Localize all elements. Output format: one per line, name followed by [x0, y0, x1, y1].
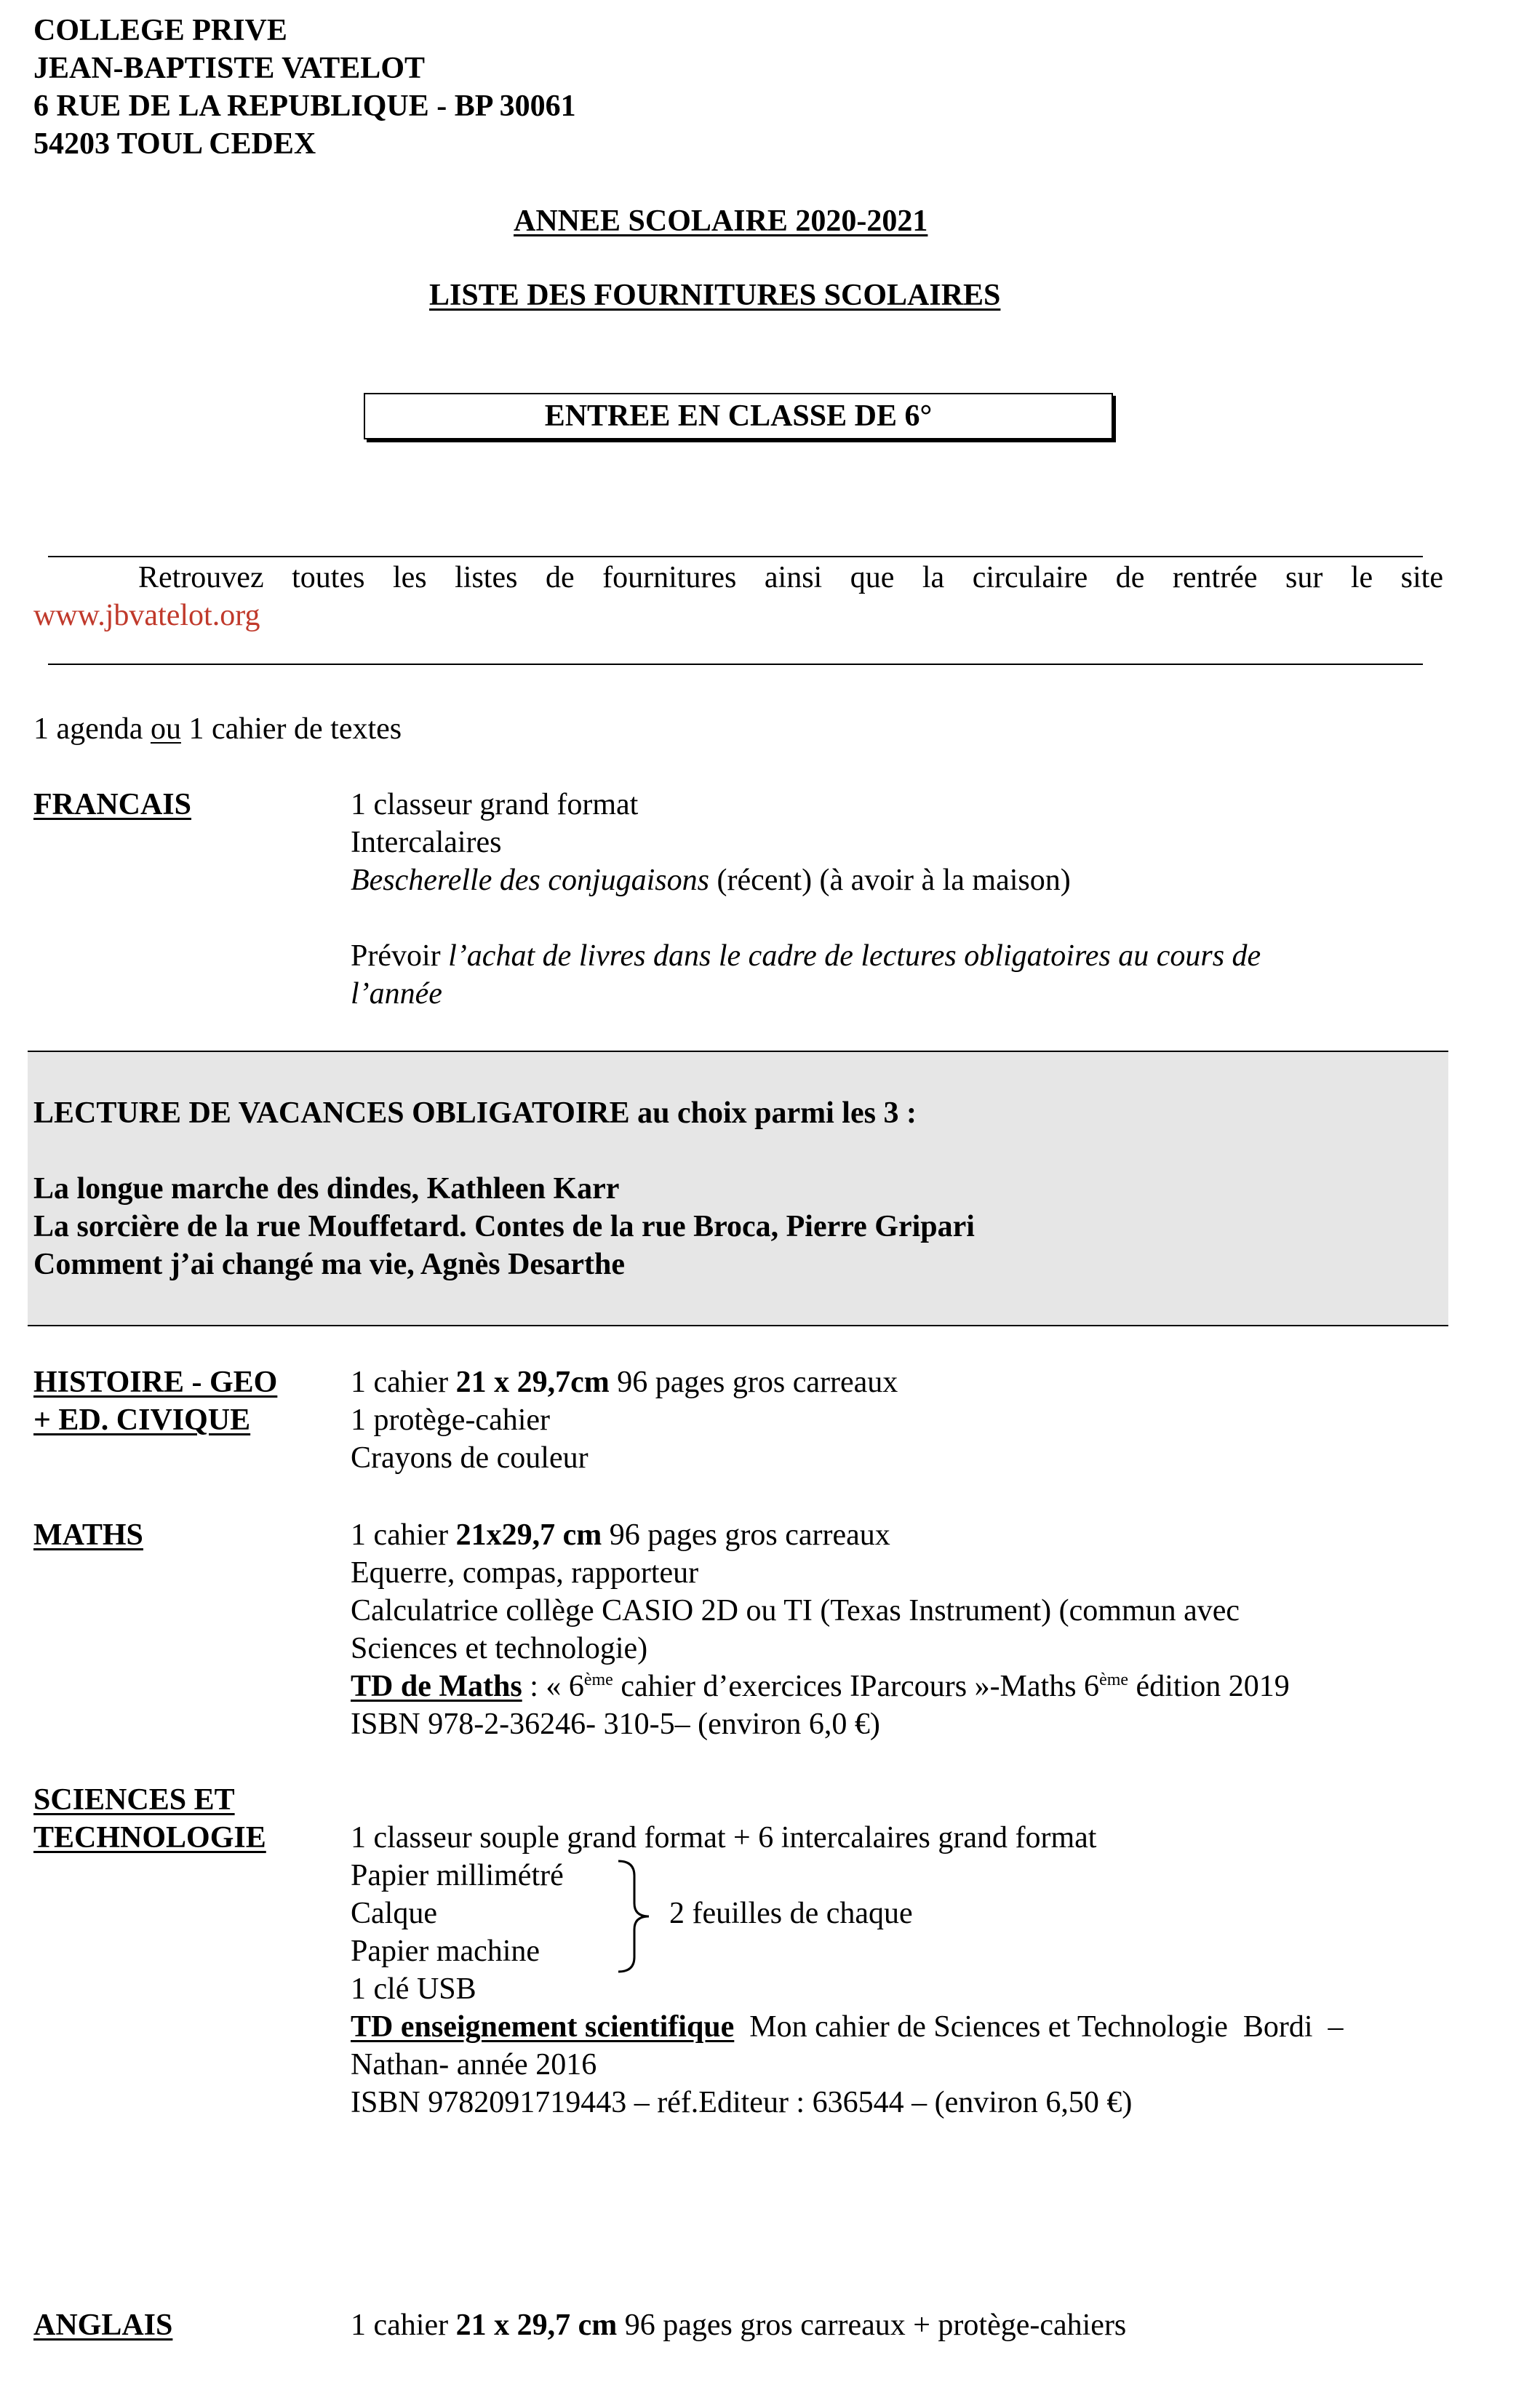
class-level-box	[364, 393, 1113, 439]
divider-top	[48, 556, 1423, 557]
list-item: 1 classeur grand format	[351, 788, 639, 821]
list-item: Sciences et technologie)	[351, 1632, 648, 1665]
maths-td-line: TD de Maths : « 6ème cahier d’exercices IParcours »-Maths 6ème édition 2019	[351, 1670, 1290, 1703]
list-item: Nathan- année 2016	[351, 2048, 597, 2082]
agenda-line: 1 agenda ou 1 cahier de textes	[33, 712, 402, 746]
list-item: Intercalaires	[351, 826, 502, 859]
school-address	[33, 12, 576, 163]
paper-quantity-note: 2 feuilles de chaque	[669, 1897, 913, 1930]
list-item: 1 cahier 21 x 29,7cm 96 pages gros carreaux	[351, 1366, 898, 1399]
francais-items	[351, 786, 1261, 1013]
agenda-or: ou	[150, 712, 181, 746]
website-link[interactable]: www.jbvatelot.org	[33, 599, 260, 632]
holiday-reading-books	[33, 1170, 975, 1283]
francais-note-line1: Prévoir l’achat de livres dans le cadre de lectures obligatoires au cours de	[351, 939, 1261, 973]
section-label-maths: MATHS	[33, 1518, 143, 1552]
list-item: Papier machine	[351, 1935, 540, 1968]
maths-items	[351, 1516, 1290, 1743]
supply-list-title: LISTE DES FOURNITURES SCOLAIRES	[429, 279, 1001, 312]
book-item: La sorcière de la rue Mouffetard. Contes de la rue Broca, Pierre Gripari	[33, 1210, 975, 1243]
divider-bottom	[48, 664, 1423, 665]
list-item: Calque	[351, 1897, 437, 1930]
list-item: Crayons de couleur	[351, 1441, 589, 1475]
list-item: 1 clé USB	[351, 1972, 476, 2006]
list-item: Papier millimétré	[351, 1859, 564, 1892]
notice-sentence: Retrouvez toutes les listes de fournitures ainsi que la circulaire de rentrée sur le site	[138, 561, 1443, 594]
histoire-items	[351, 1363, 898, 1477]
school-year-title: ANNEE SCOLAIRE 2020-2021	[514, 204, 928, 238]
class-level-label: ENTREE EN CLASSE DE 6°	[544, 399, 933, 433]
curly-brace-icon	[610, 1858, 653, 1975]
section-label-histoire: HISTOIRE - GEO + ED. CIVIQUE	[33, 1366, 278, 1437]
holiday-reading-heading: LECTURE DE VACANCES OBLIGATOIRE au choix parmi les 3 :	[33, 1096, 917, 1130]
school-city: 54203 TOUL CEDEX	[33, 127, 316, 161]
maths-isbn: ISBN 978-2-36246- 310-5– (environ 6,0 €)	[351, 1708, 880, 1741]
list-item: Calculatrice collège CASIO 2D ou TI (Texas Instrument) (commun avec	[351, 1594, 1240, 1628]
sciences-isbn: ISBN 9782091719443 – réf.Editeur : 636544 – (environ 6,50 €)	[351, 2086, 1133, 2119]
list-item: Equerre, compas, rapporteur	[351, 1556, 699, 1590]
section-label-sciences: SCIENCES ET TECHNOLOGIE	[33, 1783, 266, 1855]
anglais-item: 1 cahier 21 x 29,7 cm 96 pages gros carreaux + protège-cahiers	[351, 2309, 1127, 2342]
school-name-line2: JEAN-BAPTISTE VATELOT	[33, 52, 426, 85]
section-label-francais: FRANCAIS	[33, 788, 192, 821]
list-item: 1 protège-cahier	[351, 1403, 551, 1437]
notice-text	[33, 559, 1443, 597]
list-item: Bescherelle des conjugaisons (récent) (à avoir à la maison)	[351, 864, 1071, 897]
book-item: La longue marche des dindes, Kathleen Karr	[33, 1172, 620, 1206]
list-item: 1 classeur souple grand format + 6 intercalaires grand format	[351, 1821, 1097, 1855]
school-name-line1: COLLEGE PRIVE	[33, 14, 287, 47]
section-label-anglais: ANGLAIS	[33, 2309, 173, 2342]
school-street: 6 RUE DE LA REPUBLIQUE - BP 30061	[33, 89, 576, 123]
list-item: 1 cahier 21x29,7 cm 96 pages gros carreaux	[351, 1518, 890, 1552]
sciences-td-line: TD enseignement scientifique Mon cahier de Sciences et Technologie Bordi –	[351, 2010, 1344, 2044]
sciences-items	[351, 1819, 1344, 2122]
francais-note-line2: l’année	[351, 977, 442, 1011]
book-item: Comment j’ai changé ma vie, Agnès Desarthe	[33, 1248, 626, 1281]
